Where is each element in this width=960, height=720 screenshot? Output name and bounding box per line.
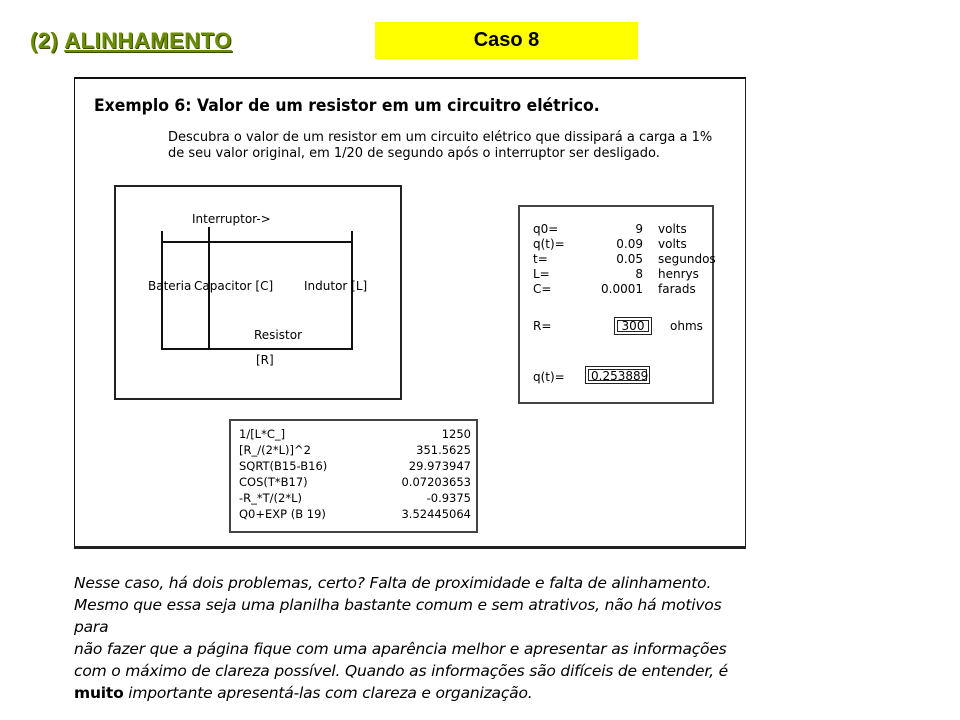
- circuit-bottom-wire: [161, 348, 353, 350]
- param-name: q0=: [533, 222, 559, 236]
- result-value-cell: 0.253889: [585, 366, 650, 384]
- paragraph-line: com o máximo de clareza possível. Quando as informações são difíceis de entender, é: [74, 662, 728, 680]
- capacitor-label: Capacitor [C]: [194, 279, 274, 293]
- slide-title: [30, 28, 232, 54]
- formula-row: [239, 427, 471, 442]
- slide-title-number: (2): [30, 28, 59, 53]
- resistor-label: Resistor: [254, 328, 302, 342]
- formula-expr: [R_/(2*L)]^2: [239, 443, 311, 457]
- formula-row: [239, 491, 471, 506]
- formula-row: [239, 459, 471, 474]
- param-unit: farads: [658, 282, 696, 296]
- example-description: Descubra o valor de um resistor em um circuito elétrico que dissipará a carga a 1% de seu valor original, em 1/20 de segundo após o interruptor ser desligado.: [168, 130, 713, 161]
- explanation-paragraph: [74, 572, 746, 704]
- formula-expr: Q0+EXP (B 19): [239, 507, 326, 521]
- slide-title-word: ALINHAMENTO: [64, 28, 232, 53]
- battery-label: Bateria: [148, 279, 192, 293]
- formula-row: [239, 443, 471, 458]
- param-value: 8: [635, 267, 643, 281]
- example-heading: Exemplo 6: Valor de um resistor em um circuitro elétrico.: [94, 96, 600, 116]
- formula-value: 351.5625: [416, 443, 471, 457]
- formula-value: 0.07203653: [401, 475, 471, 489]
- formula-value: 3.52445064: [401, 507, 471, 521]
- param-value: 9: [635, 222, 643, 236]
- paragraph-last-rest: importante apresentá-las com clareza e organização.: [123, 684, 533, 702]
- case-label-text: Caso 8: [473, 29, 540, 51]
- formulas-panel: [229, 419, 478, 533]
- inductor-label: Indutor [L]: [304, 279, 368, 293]
- formula-value: 1250: [441, 427, 471, 441]
- param-unit: henrys: [658, 267, 699, 281]
- resistance-name: R=: [533, 319, 552, 333]
- formula-row: [239, 507, 471, 522]
- formula-expr: SQRT(B15-B16): [239, 459, 328, 473]
- resistor-symbol: [R]: [256, 353, 274, 367]
- circuit-top-wire: [161, 241, 353, 243]
- formula-row: [239, 475, 471, 490]
- formula-value: -0.9375: [426, 491, 471, 505]
- param-name: L=: [533, 267, 550, 281]
- param-value: 0.09: [616, 237, 643, 251]
- resistance-value-cell: 300: [614, 317, 652, 335]
- param-name: q(t)=: [533, 237, 565, 251]
- paragraph-last-line: [74, 682, 746, 704]
- formula-value: 29.973947: [408, 459, 471, 473]
- param-name: C=: [533, 282, 552, 296]
- param-unit: volts: [658, 222, 687, 236]
- param-unit: segundos: [658, 252, 716, 266]
- formula-expr: 1/[L*C_]: [239, 427, 286, 441]
- paragraph-line: não fazer que a página fique com uma aparência melhor e apresentar as informações: [74, 640, 727, 658]
- formula-expr: -R_*T/(2*L): [239, 491, 302, 505]
- resistance-unit: ohms: [670, 319, 703, 333]
- paragraph-bold-word: muito: [74, 684, 124, 702]
- paragraph-line: Mesmo que essa seja uma planilha bastante comum e sem atrativos, não há motivos para: [74, 596, 722, 636]
- circuit-diagram: [114, 185, 402, 400]
- result-name: q(t)=: [533, 370, 565, 384]
- formula-expr: COS(T*B17): [239, 475, 308, 489]
- param-name: t=: [533, 252, 548, 266]
- param-value: 0.0001: [601, 282, 643, 296]
- case-label: [375, 22, 638, 59]
- switch-label: Interruptor->: [192, 212, 271, 226]
- param-value: 0.05: [616, 252, 643, 266]
- paragraph-line: Nesse caso, há dois problemas, certo? Falta de proximidade e falta de alinhamento.: [74, 574, 712, 592]
- param-unit: volts: [658, 237, 687, 251]
